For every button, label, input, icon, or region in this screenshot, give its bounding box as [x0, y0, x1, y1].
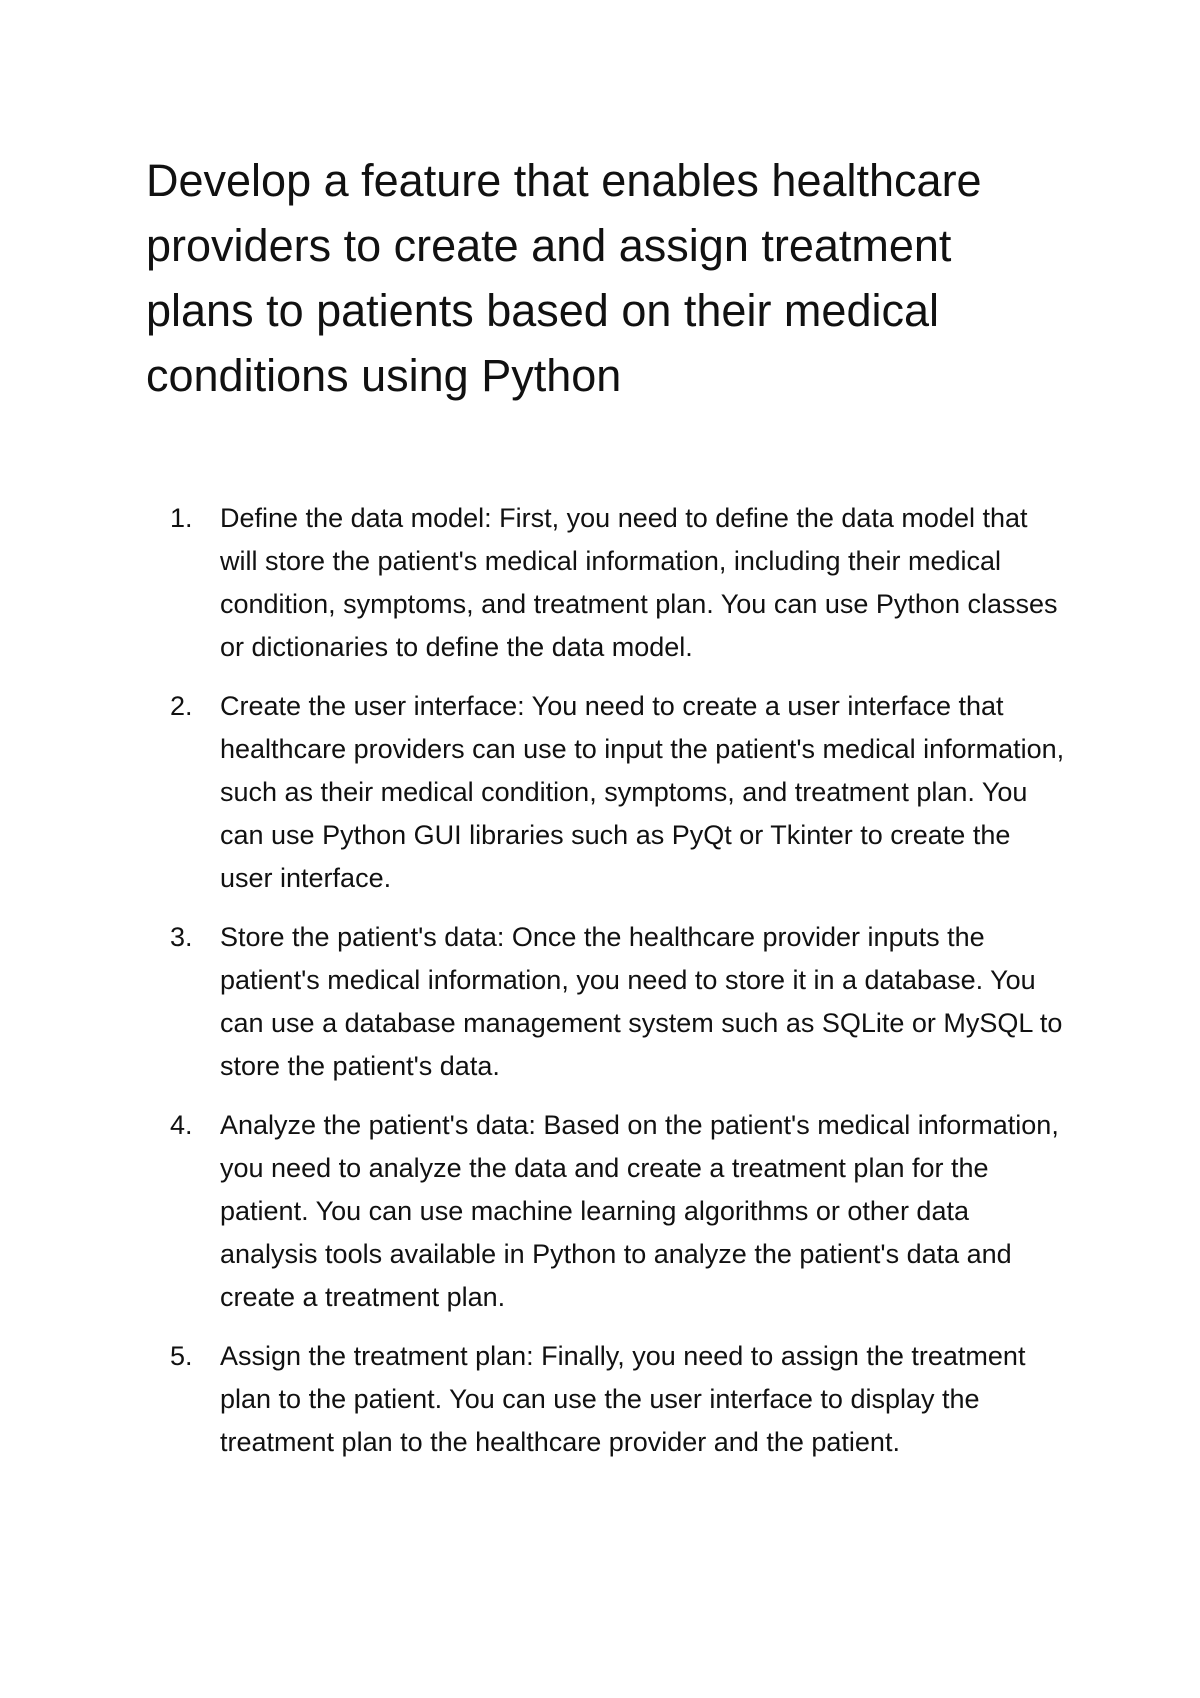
list-item	[170, 1335, 1070, 1464]
list-item-text: Assign the treatment plan: Finally, you need to assign the treatment plan to the patient. You can use the user interface to display the treatment plan to the healthcare provider and the patient.	[220, 1341, 1026, 1457]
list-item-text: Create the user interface: You need to create a user interface that healthcare providers can use to input the patient's medical information, such as their medical condition, symptoms, and treatment plan. You can use Python GUI libraries such as PyQt or Tkinter to create the user interface.	[220, 691, 1065, 893]
list-item-text: Store the patient's data: Once the healthcare provider inputs the patient's medical information, you need to store it in a database. You can use a database management system such as SQLite or MySQL to store the patient's data.	[220, 922, 1063, 1081]
list-item-text: Define the data model: First, you need to define the data model that will store the patient's medical information, including their medical condition, symptoms, and treatment plan. You can use Python classes or dictionaries to define the data model.	[220, 503, 1058, 662]
list-item-number: 2.	[170, 691, 193, 721]
document-title: Develop a feature that enables healthcare providers to create and assign treatment plans to patients based on their medical conditions using Python	[146, 155, 982, 401]
list-item-number: 1.	[170, 503, 193, 533]
list-item-text: Analyze the patient's data: Based on the patient's medical information, you need to analyze the data and create a treatment plan for the patient. You can use machine learning algorithms or other data analysis tools available in Python to analyze the patient's data and create a treatment plan.	[220, 1110, 1059, 1312]
list-item	[170, 685, 1070, 900]
list-item-number: 5.	[170, 1341, 193, 1371]
steps-list	[170, 497, 1070, 1480]
list-item	[170, 916, 1070, 1088]
list-item-number: 4.	[170, 1110, 193, 1140]
list-item-number: 3.	[170, 922, 193, 952]
list-item	[170, 1104, 1070, 1319]
list-item	[170, 497, 1070, 669]
